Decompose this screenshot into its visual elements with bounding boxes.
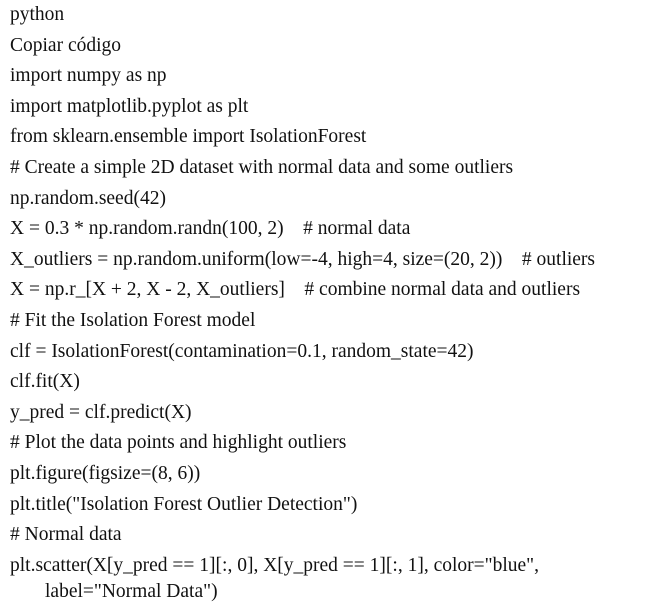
- code-comment-line: # Fit the Isolation Forest model: [10, 309, 256, 331]
- code-line: X = np.r_[X + 2, X - 2, X_outliers] # combine normal data and outliers: [10, 279, 581, 301]
- code-line: clf = IsolationForest(contamination=0.1, random_state=42): [10, 340, 474, 362]
- code-comment-line: # Create a simple 2D dataset with normal data and some outliers: [10, 156, 514, 178]
- code-comment-line: # Plot the data points and highlight outliers: [10, 432, 347, 454]
- code-line: from sklearn.ensemble import IsolationForest: [10, 126, 367, 148]
- code-line: plt.figure(figsize=(8, 6)): [10, 462, 201, 484]
- code-comment-line: # Normal data: [10, 524, 122, 546]
- code-document: [10, 0, 650, 606]
- code-line: plt.title("Isolation Forest Outlier Detection"): [10, 493, 358, 515]
- code-line: X_outliers = np.random.uniform(low=-4, high=4, size=(20, 2)) # outliers: [10, 248, 596, 270]
- code-line: y_pred = clf.predict(X): [10, 401, 192, 423]
- copy-code-button[interactable]: Copiar código: [10, 34, 122, 56]
- code-line: np.random.seed(42): [10, 187, 166, 209]
- code-continuation-line: label="Normal Data"): [45, 580, 218, 602]
- code-line: import matplotlib.pyplot as plt: [10, 95, 249, 117]
- language-label: python: [10, 4, 65, 25]
- code-line: plt.scatter(X[y_pred == 1][:, 0], X[y_pred == 1][:, 1], color="blue",: [10, 554, 540, 576]
- code-line: import numpy as np: [10, 65, 167, 87]
- code-line: clf.fit(X): [10, 371, 80, 393]
- code-line: X = 0.3 * np.random.randn(100, 2) # normal data: [10, 218, 411, 240]
